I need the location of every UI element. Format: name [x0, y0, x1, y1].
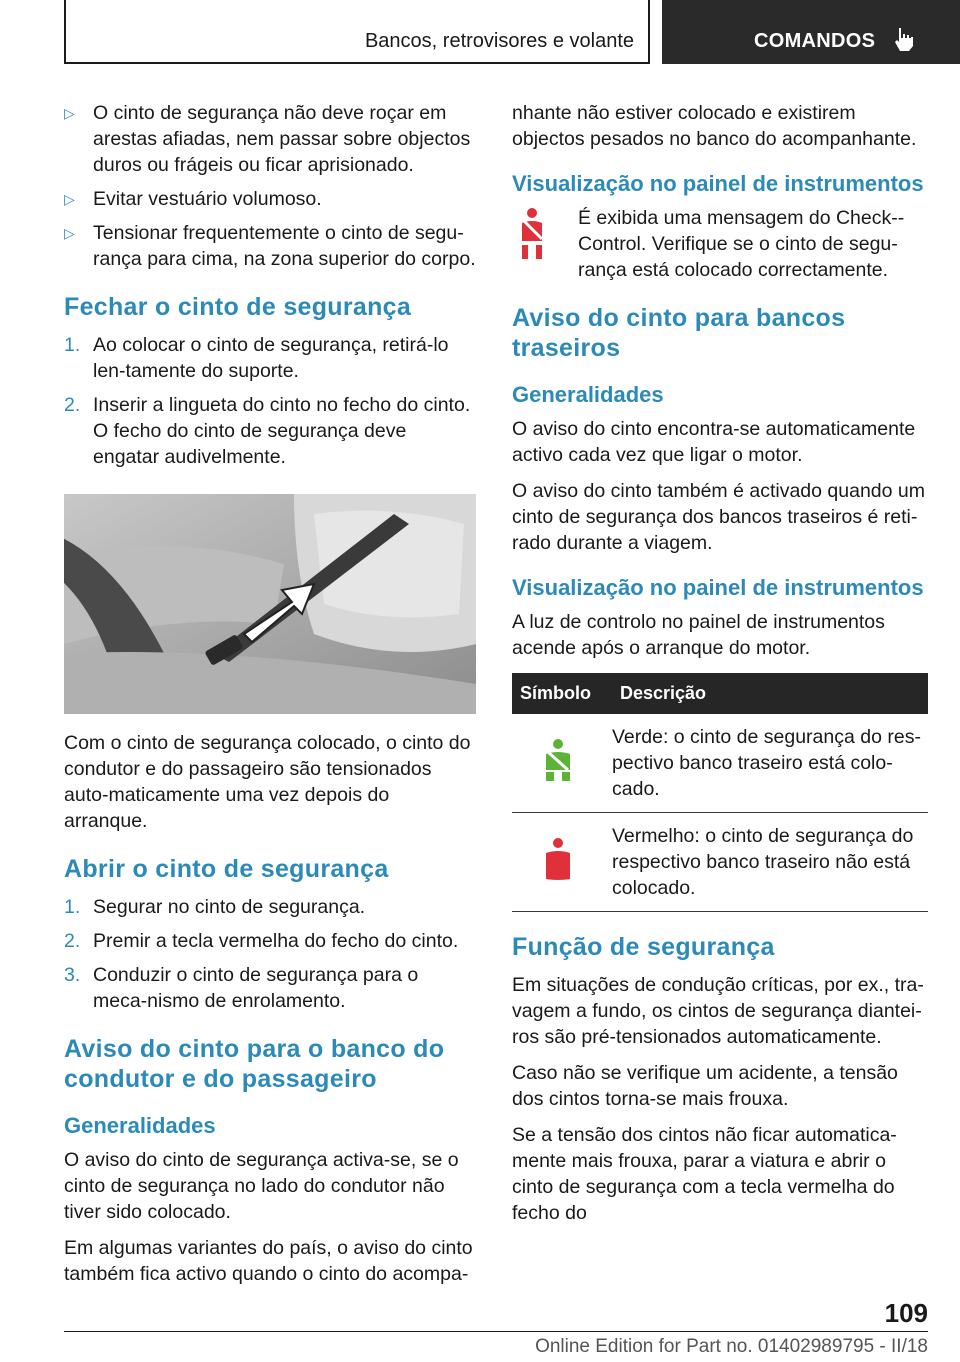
right-column — [512, 100, 928, 1236]
triangle-bullet-icon: ▷ — [64, 191, 75, 207]
list-item: 1. Ao colocar o cinto de segurança, retirá-lo len-tamente do suporte. — [64, 334, 449, 382]
list-item: 2. Premir a tecla vermelha do fecho do cinto. — [64, 930, 459, 952]
heading-abrir: Abrir o cinto de segurança — [64, 855, 389, 883]
paragraph: A luz de controlo no painel de instrumentos acende após o arranque do motor. — [512, 611, 885, 659]
seatbelt-buckle-photo — [64, 494, 476, 714]
table-header-symbol: Símbolo — [512, 673, 612, 714]
triangle-bullet-icon: ▷ — [64, 225, 75, 241]
table-cell: Vermelho: o cinto de segurança do respectivo banco traseiro não está colocado. — [612, 813, 928, 912]
seatbelt-red-icon — [540, 837, 576, 881]
heading-aviso-condutor: Aviso do cinto para o banco do condutor e do passageiro — [64, 1035, 445, 1093]
subheading-visualizacao: Visualização no painel de instrumentos — [512, 575, 924, 600]
paragraph: Se a tensão dos cintos não ficar automatica-mente mais frouxa, parar a viatura e abrir o cinto de segurança com a tecla vermelha do fecho do — [512, 1124, 897, 1224]
list-item: ▷ Tensionar frequentemente o cinto de segu-rança para cima, na zona superior do corpo. — [64, 222, 476, 270]
list-item: 1. Segurar no cinto de segurança. — [64, 896, 366, 918]
table-row — [512, 714, 928, 813]
hand-pointer-icon — [892, 26, 916, 52]
bullet-list — [64, 100, 476, 272]
indicator-text: É exibida uma mensagem do Check--Control. Verifique se o cinto de segu-rança está colocado correctamente. — [578, 207, 905, 281]
table-row — [512, 813, 928, 912]
list-item: 2. Inserir a lingueta do cinto no fecho do cinto. O fecho do cinto de segurança deve engatar audivelmente. — [64, 394, 471, 468]
heading-funcao: Função de segurança — [512, 933, 775, 961]
paragraph: O aviso do cinto de segurança activa-se, se o cinto de segurança no lado do condutor não tiver sido colocado. — [64, 1149, 459, 1223]
list-item: 3. Conduzir o cinto de segurança para o meca-nismo de enrolamento. — [64, 964, 419, 1012]
steps-abrir — [64, 894, 476, 1014]
paragraph: Caso não se verifique um acidente, a tensão dos cintos torna-se mais frouxa. — [512, 1062, 898, 1110]
subheading-generalidades: Generalidades — [64, 1113, 216, 1138]
footer-divider — [64, 1331, 928, 1332]
heading-aviso-traseiros: Aviso do cinto para bancos traseiros — [512, 304, 846, 362]
paragraph: Em situações de condução críticas, por ex., tra-vagem a fundo, os cintos de segurança diantei-ros são pré-tensionados automaticamente. — [512, 974, 924, 1048]
seatbelt-green-icon — [540, 738, 576, 782]
list-item: ▷ Evitar vestuário volumoso. — [64, 188, 322, 210]
header-chapter-tab — [662, 0, 960, 64]
heading-fechar: Fechar o cinto de segurança — [64, 293, 412, 321]
header-section-box — [64, 0, 650, 64]
triangle-bullet-icon: ▷ — [64, 105, 75, 121]
seatbelt-warning-icon — [512, 205, 552, 261]
subheading-visualizacao: Visualização no painel de instrumentos — [512, 171, 924, 196]
steps-fechar — [64, 332, 476, 470]
paragraph: O aviso do cinto encontra-se automaticamente activo cada vez que ligar o motor. — [512, 418, 916, 466]
list-item: ▷ O cinto de segurança não deve roçar em arestas afiadas, nem passar sobre objectos duros ou frágeis ou ficar aprisionado. — [64, 102, 471, 176]
page-number: 109 — [884, 1298, 928, 1328]
indicator-note — [512, 205, 928, 283]
subheading-generalidades: Generalidades — [512, 382, 664, 407]
table-cell: Verde: o cinto de segurança do res-pectivo banco traseiro está colo-cado. — [612, 714, 928, 813]
table-header-description: Descrição — [612, 673, 928, 714]
paragraph: nhante não estiver colocado e existirem objectos pesados no banco do acompanhante. — [512, 102, 917, 150]
header-chapter-title: COMANDOS — [754, 30, 876, 52]
photo-caption: Com o cinto de segurança colocado, o cinto do condutor e do passageiro são tensionados auto-maticamente uma vez depois do arranque. — [64, 732, 471, 832]
left-column — [64, 100, 476, 1297]
paragraph: Em algumas variantes do país, o aviso do cinto também fica activo quando o cinto do acompa- — [64, 1237, 473, 1285]
symbol-table — [512, 673, 928, 912]
edition-note: Online Edition for Part no. 01402989795 - II/18 — [535, 1336, 928, 1357]
header-section-title: Bancos, retrovisores e volante — [364, 30, 634, 52]
paragraph: O aviso do cinto também é activado quando um cinto de segurança dos bancos traseiros é reti-rado durante a viagem. — [512, 480, 925, 554]
